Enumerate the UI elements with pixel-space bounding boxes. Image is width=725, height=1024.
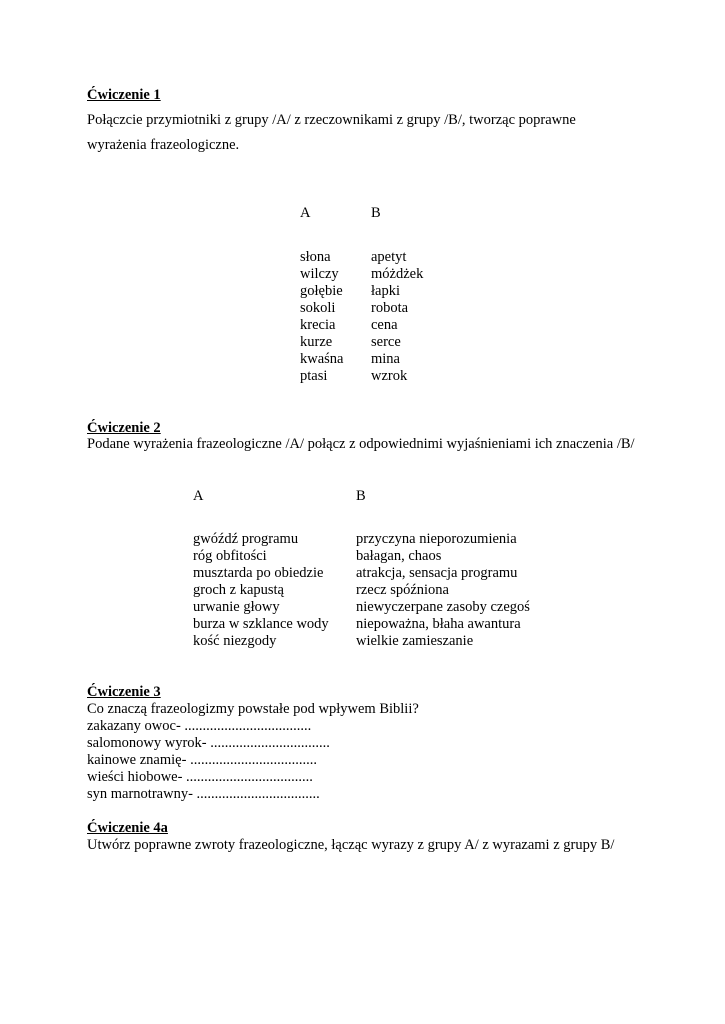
list-item: syn marnotrawny- .................................. (87, 786, 320, 802)
list-item: wielkie zamieszanie (356, 633, 474, 649)
list-item: niewyczerpane zasoby czegoś (356, 599, 530, 615)
exercise-3-title: Ćwiczenie 3 (87, 684, 161, 700)
exercise-2-header-b: B (356, 488, 366, 504)
list-item: ptasi (300, 368, 328, 384)
list-item: robota (371, 300, 409, 316)
list-item: niepoważna, błaha awantura (356, 616, 521, 632)
list-item: przyczyna nieporozumienia (356, 531, 517, 547)
exercise-1-instruction-line2: wyrażenia frazeologiczne. (87, 137, 240, 153)
list-item: burza w szklance wody (193, 616, 329, 632)
list-item: wilczy (300, 266, 339, 282)
list-item: musztarda po obiedzie (193, 565, 324, 581)
list-item: salomonowy wyrok- ................................. (87, 735, 330, 751)
list-item: wieści hiobowe- ................................... (87, 769, 313, 785)
exercise-2-header-a: A (193, 488, 204, 504)
exercise-2-column-b (356, 531, 530, 650)
exercise-3-question: Co znaczą frazeologizmy powstałe pod wpływem Biblii? (87, 701, 419, 717)
list-item: apetyt (371, 249, 407, 265)
exercise-1-header-a: A (300, 205, 311, 221)
list-item: cena (371, 317, 398, 333)
exercise-1-column-a (300, 249, 344, 385)
list-item: gołębie (300, 283, 343, 299)
list-item: wzrok (371, 368, 408, 384)
exercise-3-body (87, 701, 419, 803)
list-item: sokoli (300, 300, 336, 316)
list-item: mina (371, 351, 400, 367)
list-item: zakazany owoc- ................................... (87, 718, 312, 734)
list-item: serce (371, 334, 401, 350)
list-item: róg obfitości (193, 548, 267, 564)
list-item: kainowe znamię- ................................... (87, 752, 317, 768)
list-item: atrakcja, sensacja programu (356, 565, 518, 581)
list-item: kość niezgody (193, 633, 277, 649)
list-item: groch z kapustą (193, 582, 284, 598)
list-item: kurze (300, 334, 333, 350)
list-item: móżdżek (371, 266, 424, 282)
list-item: gwóźdź programu (193, 531, 299, 547)
exercise-1-instruction-line1: Połączcie przymiotniki z grupy /A/ z rzeczownikami z grupy /B/, tworząc poprawne (87, 112, 576, 128)
exercise-4a-title: Ćwiczenie 4a (87, 820, 168, 836)
exercise-2-title: Ćwiczenie 2 (87, 420, 161, 436)
list-item: krecia (300, 317, 336, 333)
list-item: rzecz spóźniona (356, 582, 449, 598)
exercise-2-column-a (193, 531, 329, 650)
list-item: bałagan, chaos (356, 548, 442, 564)
list-item: słona (300, 249, 331, 265)
exercise-2-instruction: Podane wyrażenia frazeologiczne /A/ połącz z odpowiednimi wyjaśnieniami ich znaczenia /B/ (87, 436, 635, 452)
list-item: kwaśna (300, 351, 344, 367)
list-item: łapki (371, 283, 400, 299)
exercise-1-header-b: B (371, 205, 381, 221)
exercise-4a-instruction: Utwórz poprawne zwroty frazeologiczne, łącząc wyrazy z grupy A/ z wyrazami z grupy B/ (87, 837, 615, 853)
list-item: urwanie głowy (193, 599, 280, 615)
exercise-1-column-b (371, 249, 423, 385)
exercise-1-title: Ćwiczenie 1 (87, 87, 161, 103)
